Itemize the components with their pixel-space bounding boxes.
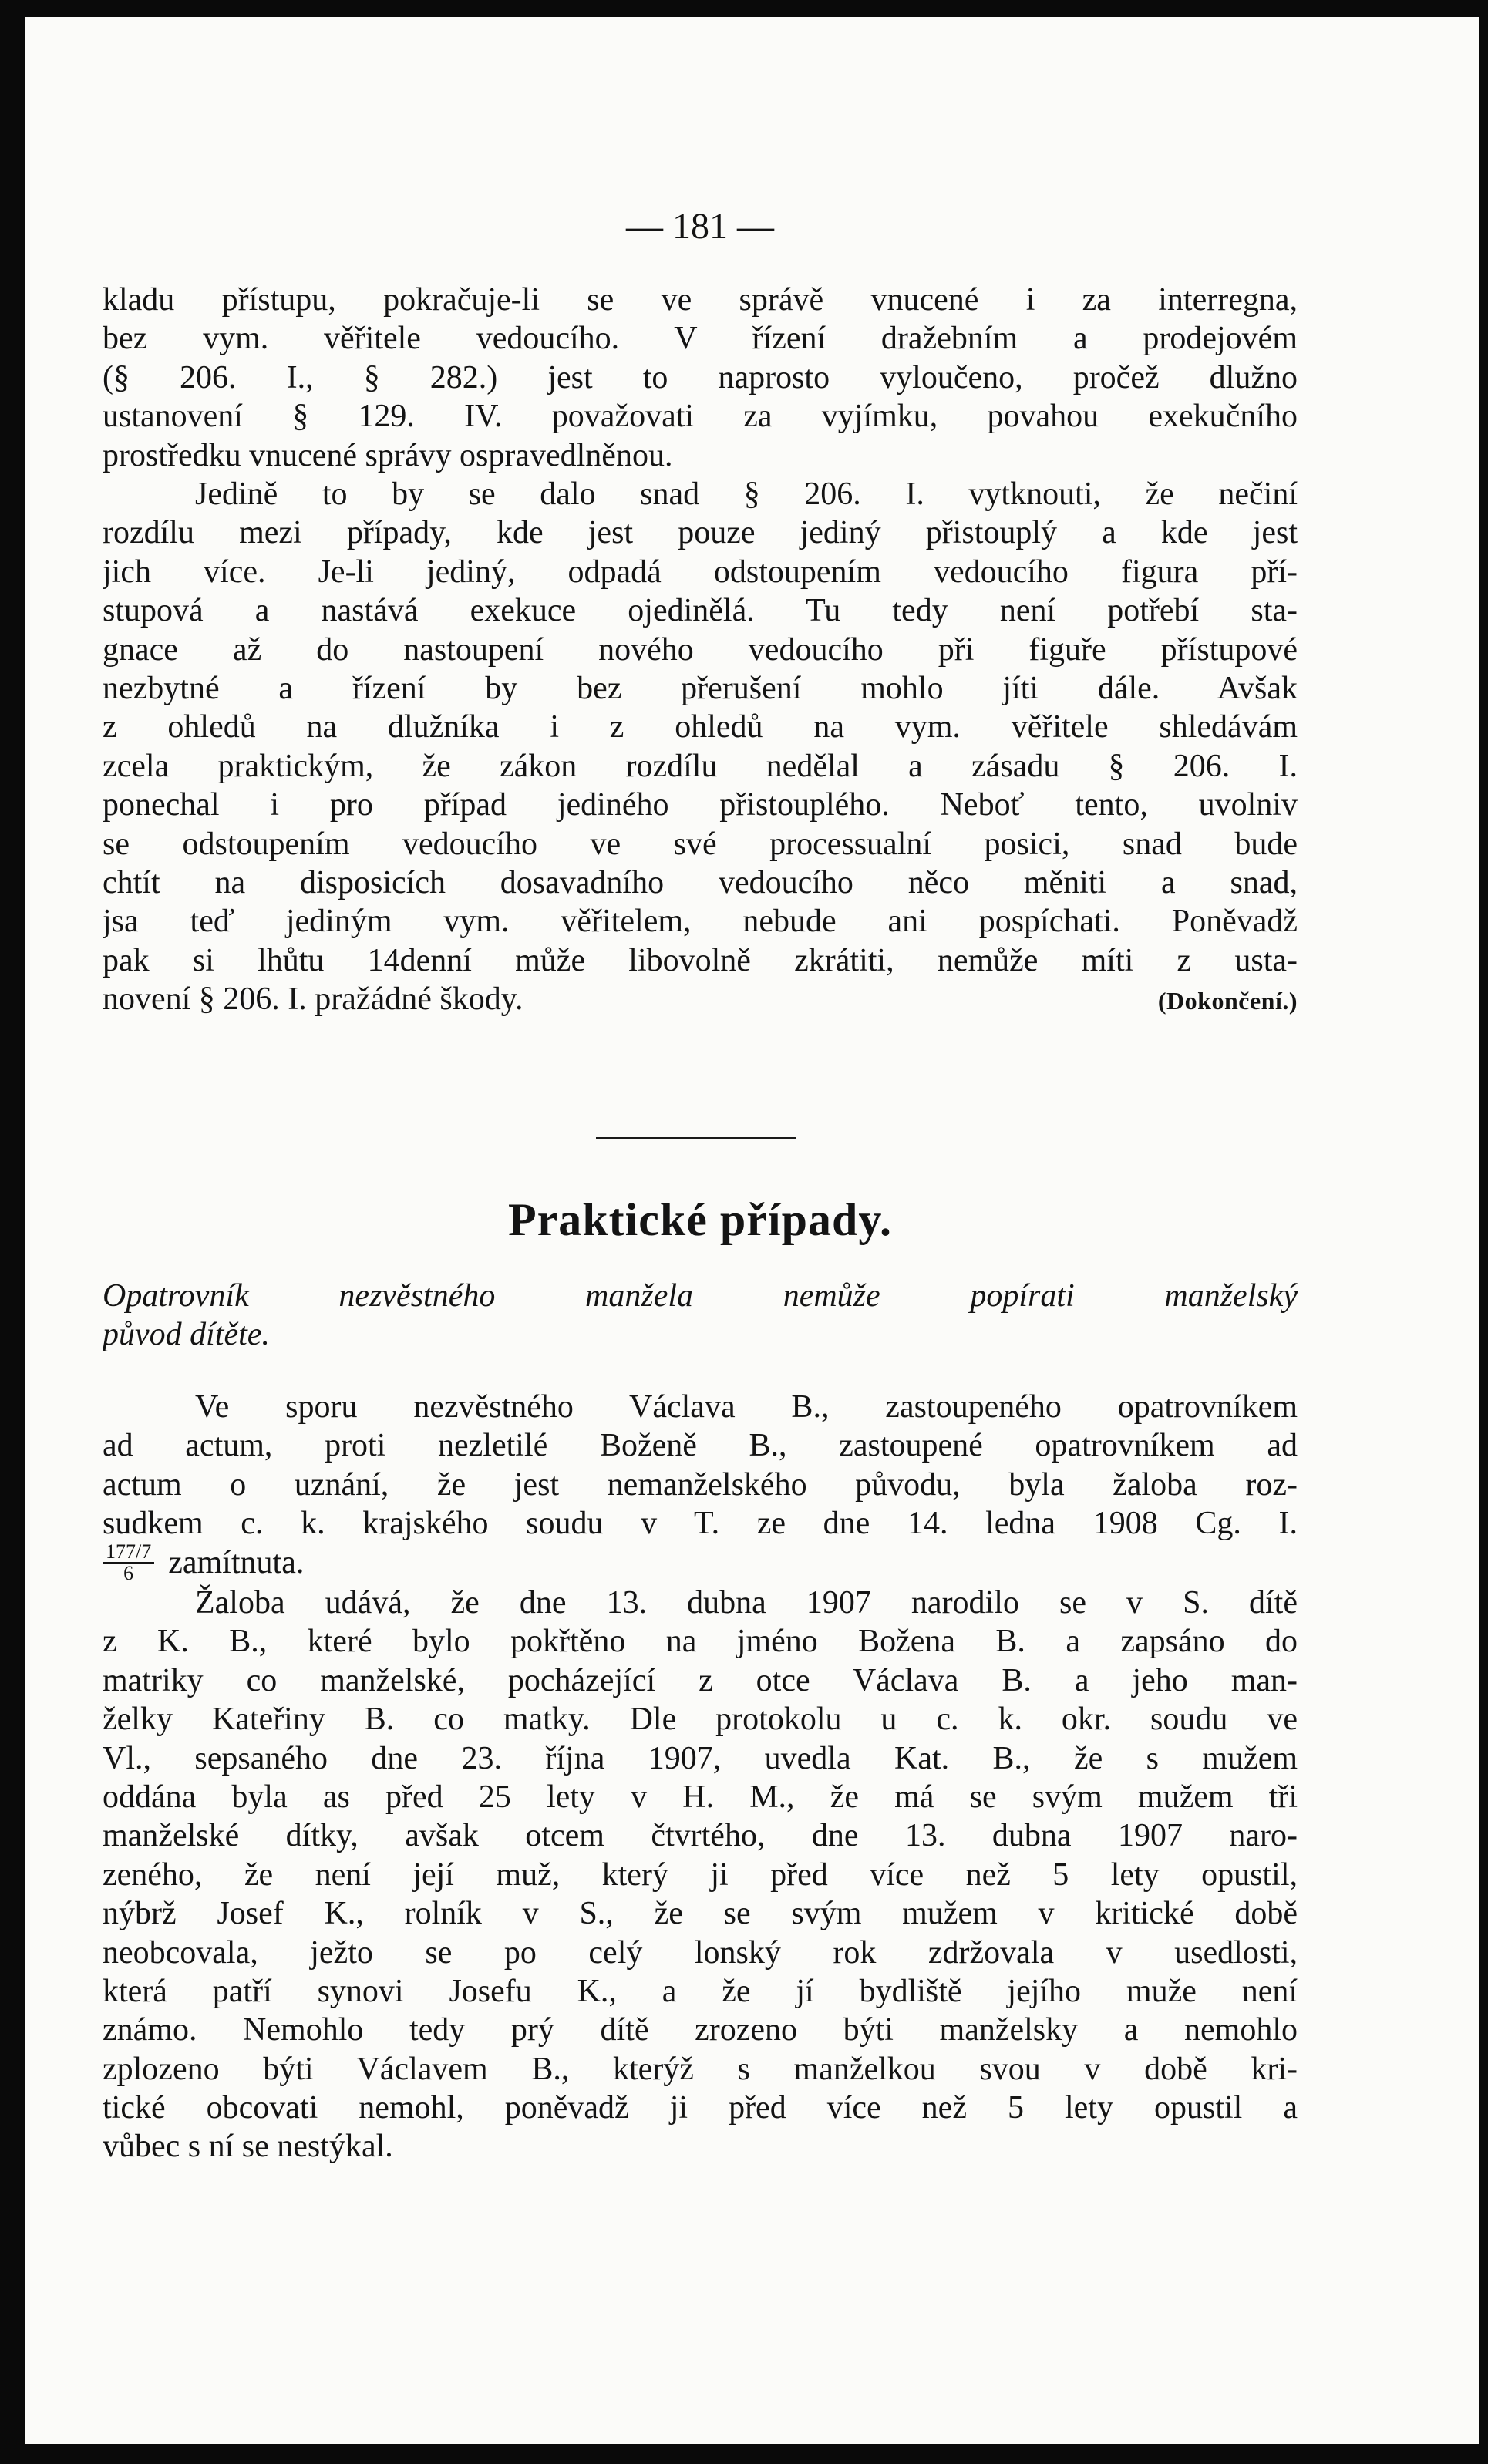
text-line: (§ 206. I., § 282.) jest to naprosto vyloučeno, pročež dlužno [103,359,1298,396]
text-line: z ohledů na dlužníka i z ohledů na vym. věřitele shledávám [103,709,1298,746]
text-line: nýbrž Josef K., rolník v S., že se svým mužem v kritické době [103,1896,1298,1932]
fraction-denominator: 6 [123,1561,134,1584]
text-line: želky Kateřiny B. co matky. Dle protokolu u c. k. okr. soudu ve [103,1702,1298,1738]
section-heading: Praktické případy. [507,1194,893,1245]
text-line: jich více. Je-li jediný, odpadá odstoupením vedoucího figura pří- [103,554,1298,590]
text-line: Vl., sepsaného dne 23. října 1907, uvedla Kat. B., že s mužem [103,1740,1298,1776]
text-line: sudkem c. k. krajského soudu v T. ze dne 14. ledna 1908 Cg. I. [103,1506,1298,1542]
paragraph-2 [103,475,1298,1018]
text-line: prostředku vnucené správy ospravedlněnou. [103,437,673,473]
text-line: oddána byla as před 25 lety v H. M., že má se svým mužem tři [103,1779,1298,1815]
case-number-fraction [103,1542,154,1584]
fraction-line [103,1540,1298,1584]
text-line: actum o uznání, že jest nemanželského původu, byla žaloba roz- [103,1466,1298,1503]
text-line: Ve sporu nezvěstného Václava B., zastoupeného opatrovníkem [195,1389,1298,1425]
text-line: zeného, že není její muž, který ji před více než 5 lety opustil, [103,1856,1298,1893]
text-line: stupová a nastává exekuce ojedinělá. Tu tedy není potřebí sta- [103,593,1298,629]
fraction-numerator: 177/7 [103,1542,154,1564]
text-line: zcela praktickým, že zákon rozdílu nedělal a zásadu § 206. I. [103,748,1298,784]
text-line: matriky co manželské, pocházející z otce Václava B. a jeho man- [103,1662,1298,1698]
section-divider [596,1137,796,1139]
text-line: zamítnuta. [168,1544,305,1580]
text-line: ad actum, proti nezletilé Boženě B., zastoupené opatrovníkem ad [103,1428,1298,1464]
subheading-line: Opatrovník nezvěstného manžela nemůže popírati manželský [103,1278,1298,1314]
text-line: nezbytné a řízení by bez přerušení mohlo jíti dále. Avšak [103,670,1298,706]
paragraph-2-last-line [103,980,1298,1018]
text-line: bez vym. věřitele vedoucího. V řízení dražebním a prodejovém [103,321,1298,357]
text-line: ustanovení § 129. IV. považovati za vyjímku, povahou exekučního [103,399,1298,435]
text-line: Žaloba udává, že dne 13. dubna 1907 narodilo se v S. dítě [195,1585,1298,1621]
text-line: neobcovala, ježto se po celý lonský rok zdržovala v usedlosti, [103,1934,1298,1971]
text-line: se odstoupením vedoucího ve své processualní posici, snad bude [103,826,1298,862]
text-line: známo. Nemohlo tedy prý dítě zrozeno býti manželsky a nemohlo [103,2012,1298,2048]
case-subheading [103,1277,1298,1354]
text-line: zplozeno býti Václavem B., kterýž s manželkou svou v době kri- [103,2051,1298,2087]
text-line: Jedině to by se dalo snad § 206. I. vytknouti, že nečiní [195,476,1298,512]
text-line: ponechal i pro případ jediného přistouplého. Neboť tento, uvolniv [103,787,1298,823]
document-page [25,17,1479,2444]
page-number: — 181 — [626,206,774,247]
continuation-note: (Dokončení.) [1157,987,1298,1015]
text-line: rozdílu mezi případy, kde jest pouze jediný přistouplý a kde jest [103,515,1298,551]
text-line: gnace až do nastoupení nového vedoucího při figuře přístupové [103,631,1298,668]
paragraph-1 [103,281,1298,475]
paragraph-4 [103,1584,1298,2166]
text-line: která patří synovi Josefu K., a že jí bydliště jejího muže není [103,1973,1298,2009]
text-line: vůbec s ní se nestýkal. [103,2129,393,2165]
text-line: novení § 206. I. pražádné škody. [103,981,523,1018]
text-line: tické obcovati nemohl, poněvadž ji před více než 5 lety opustil a [103,2090,1298,2126]
text-line: chtít na disposicích dosavadního vedoucího něco měniti a snad, [103,864,1298,900]
text-line: pak si lhůtu 14denní může libovolně zkrátiti, nemůže míti z usta- [103,942,1298,978]
text-line: manželské dítky, avšak otcem čtvrtého, dne 13. dubna 1907 naro- [103,1818,1298,1854]
subheading-line: původ dítěte. [103,1317,270,1352]
text-line: kladu přístupu, pokračuje-li se ve správě vnucené i za interregna, [103,282,1298,318]
text-line: z K. B., které bylo pokřtěno na jméno Božena B. a zapsáno do [103,1624,1298,1660]
paragraph-3 [103,1388,1298,1582]
text-line: jsa teď jediným vym. věřitelem, nebude ani pospíchati. Poněvadž [103,904,1298,940]
